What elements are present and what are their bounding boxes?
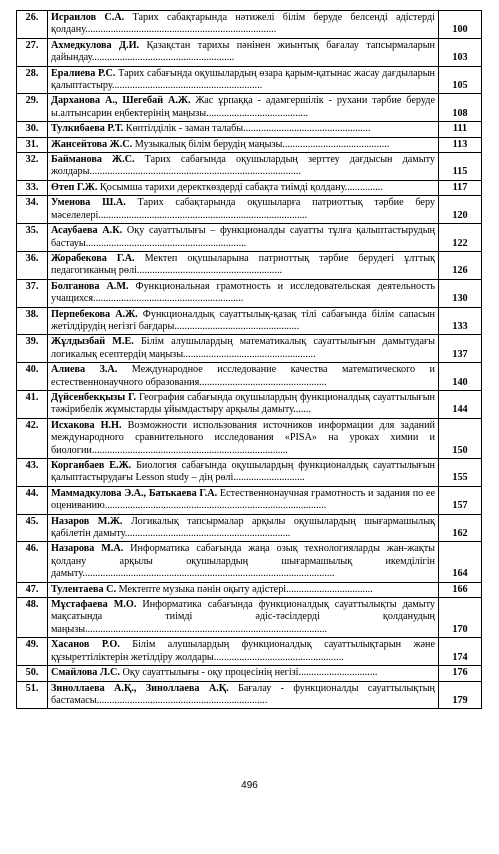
entry-title: Функциональная грамотность и исследовательская деятельность учащихся bbox=[51, 280, 435, 305]
entry-page: 117 bbox=[439, 180, 482, 195]
entry-leader-dots: .................................................. bbox=[199, 376, 327, 388]
entry-author: Перпебекова А.Ж. bbox=[51, 308, 138, 320]
entry-number: 35. bbox=[17, 224, 48, 252]
entry-number: 29. bbox=[17, 94, 48, 122]
entry-text bbox=[48, 307, 439, 335]
contents-row bbox=[17, 459, 482, 487]
contents-row bbox=[17, 514, 482, 542]
entry-title: Мектепте музыка пәнін оқыту әдістері bbox=[118, 583, 287, 595]
entry-number: 31. bbox=[17, 137, 48, 152]
entry-title: Оқу сауаттылығы – функционалды сауатты тұлға қалыптастырудың бастауы bbox=[51, 225, 435, 249]
entry-leader-dots: .................................. bbox=[286, 583, 373, 595]
entry-page: 144 bbox=[439, 390, 482, 418]
contents-row bbox=[17, 94, 482, 122]
entry-author: Жансейтова Ж.С. bbox=[51, 138, 133, 150]
entry-leader-dots: ........................................ bbox=[206, 107, 309, 119]
contents-row bbox=[17, 279, 482, 307]
entry-leader-dots: ........................................................... bbox=[111, 80, 263, 92]
entry-text bbox=[48, 390, 439, 418]
entry-author: Корганбаев Е.Ж. bbox=[51, 460, 132, 471]
entry-number: 32. bbox=[17, 153, 48, 181]
contents-row bbox=[17, 153, 482, 181]
entry-number: 30. bbox=[17, 122, 48, 137]
contents-row bbox=[17, 598, 482, 638]
contents-row bbox=[17, 180, 482, 195]
entry-text bbox=[48, 153, 439, 181]
entry-title: Возможности использования источников информации для заданий международного сравнительного исследования «PISA» на уроках химии и биологии bbox=[51, 419, 436, 456]
entry-leader-dots: ........................................................................... bbox=[85, 24, 277, 36]
entry-text bbox=[48, 122, 439, 137]
entry-author: Исраилов С.А. bbox=[51, 12, 125, 23]
contents-row bbox=[17, 666, 482, 681]
entry-title: Тарих сабағында оқушылардың зерттеу дағдысын дамыту жолдары bbox=[51, 154, 435, 178]
contents-row bbox=[17, 335, 482, 363]
entry-author: Ералиева Р.С. bbox=[51, 67, 116, 79]
entry-text bbox=[48, 66, 439, 94]
entry-page: 103 bbox=[439, 38, 482, 66]
entry-number: 46. bbox=[17, 542, 48, 582]
contents-row bbox=[17, 638, 482, 666]
contents-row bbox=[17, 137, 482, 152]
entry-leader-dots: ............................ bbox=[233, 472, 305, 484]
contents-row bbox=[17, 122, 482, 137]
entry-leader-dots: ............................... bbox=[298, 667, 378, 679]
contents-row bbox=[17, 11, 482, 39]
contents-row bbox=[17, 542, 482, 582]
entry-text bbox=[48, 681, 439, 709]
entry-number: 41. bbox=[17, 390, 48, 418]
contents-row bbox=[17, 681, 482, 709]
entry-author: Ахмедкулова Д.И. bbox=[51, 39, 140, 51]
entry-leader-dots: ................................................................... bbox=[96, 694, 268, 706]
entry-author: Тулентаева С. bbox=[51, 583, 117, 595]
contents-row bbox=[17, 66, 482, 94]
entry-leader-dots: ........................................................ bbox=[91, 52, 235, 64]
entry-leader-dots: .................................................. bbox=[243, 123, 371, 135]
entry-author: Хасанов Р.О. bbox=[51, 639, 120, 651]
contents-table bbox=[16, 10, 482, 709]
entry-page: 126 bbox=[439, 251, 482, 279]
entry-leader-dots: ............................................................................. bbox=[91, 444, 288, 456]
entry-page: 133 bbox=[439, 307, 482, 335]
entry-number: 44. bbox=[17, 486, 48, 514]
entry-author: Дарханова А., Шегебай А.Ж. bbox=[51, 95, 191, 107]
entry-text bbox=[48, 94, 439, 122]
entry-title: Бағалау - функционалды сауаттылықтың бастамасы bbox=[51, 682, 435, 706]
entry-leader-dots: ......................................................... bbox=[136, 265, 283, 277]
entry-leader-dots: ....... bbox=[293, 404, 312, 416]
contents-row bbox=[17, 307, 482, 335]
entry-leader-dots: ............................................................... bbox=[85, 237, 247, 249]
entry-number: 51. bbox=[17, 681, 48, 709]
contents-row bbox=[17, 390, 482, 418]
entry-title: Международное исследование качества математического и естественнонаучного образования bbox=[51, 364, 436, 388]
entry-page: 115 bbox=[439, 153, 482, 181]
entry-page: 164 bbox=[439, 542, 482, 582]
entry-leader-dots: ................................................... bbox=[213, 651, 344, 663]
entry-text bbox=[48, 582, 439, 597]
entry-text bbox=[48, 224, 439, 252]
contents-row bbox=[17, 251, 482, 279]
entry-page: 157 bbox=[439, 486, 482, 514]
entry-text bbox=[48, 418, 439, 458]
entry-title: Тарих сабағында оқушылардың өзара қарым-қатынас жасау дағдыларын қалыптастыру bbox=[51, 67, 435, 92]
entry-page: 174 bbox=[439, 638, 482, 666]
entry-leader-dots: ....................................................................................... bbox=[104, 500, 327, 512]
entry-text bbox=[48, 514, 439, 542]
entry-title: Тарих сабақтарында нәтижелі білім беруде белсенді әдістерді қолдану bbox=[51, 12, 435, 36]
entry-text bbox=[48, 666, 439, 681]
entry-page: 122 bbox=[439, 224, 482, 252]
entry-title: Білім алушылардың функционалдық сауаттылықтарын және құзыреттіліктерін жетілдіру жолдары bbox=[51, 639, 436, 663]
entry-author: Алиева З.А. bbox=[51, 364, 118, 376]
entry-text bbox=[48, 251, 439, 279]
entry-author: Зиноллаева А.Қ., Зиноллаева А.Қ. bbox=[51, 682, 229, 694]
entry-text bbox=[48, 38, 439, 66]
entry-page: 111 bbox=[439, 122, 482, 137]
entry-text bbox=[48, 180, 439, 195]
entry-title: Информатика сабағында функционалдық сауаттылықты дамыту мақсатында тиімді әдіс-тәсілдерді қолданудың маңызы bbox=[51, 599, 436, 635]
page-number: 496 bbox=[241, 780, 258, 791]
entry-author: Назарова М.А. bbox=[51, 543, 124, 555]
entry-number: 49. bbox=[17, 638, 48, 666]
entry-number: 39. bbox=[17, 335, 48, 363]
entry-author: Жорабекова Г.А. bbox=[51, 252, 135, 264]
entry-author: Тулкибаева Р.Т. bbox=[51, 123, 124, 135]
entry-title: Естественнонаучная грамотность и задания по ее оцениванию bbox=[51, 487, 435, 512]
entry-number: 50. bbox=[17, 666, 48, 681]
entry-text bbox=[48, 11, 439, 39]
entry-text bbox=[48, 196, 439, 224]
entry-text bbox=[48, 638, 439, 666]
entry-number: 47. bbox=[17, 582, 48, 597]
entry-number: 37. bbox=[17, 279, 48, 307]
contents-row bbox=[17, 418, 482, 458]
entry-page: 179 bbox=[439, 681, 482, 709]
entry-number: 27. bbox=[17, 38, 48, 66]
contents-row bbox=[17, 582, 482, 597]
entry-page: 108 bbox=[439, 94, 482, 122]
entry-page: 130 bbox=[439, 279, 482, 307]
entry-title: Жас ұрпаққа - адамгершілік - рухани тәрбие беруде ы.алтынсарин еңбектерінің маңызы bbox=[51, 95, 435, 119]
entry-number: 48. bbox=[17, 598, 48, 638]
entry-text bbox=[48, 137, 439, 152]
entry-author: Дүйсенбекқызы Г. bbox=[51, 391, 137, 403]
entry-text bbox=[48, 335, 439, 363]
entry-number: 42. bbox=[17, 418, 48, 458]
entry-author: Болганова А.М. bbox=[51, 280, 129, 292]
contents-row bbox=[17, 224, 482, 252]
entry-leader-dots: ........................................................... bbox=[93, 293, 244, 305]
entry-title: Музыкалық білім берудің маңызы bbox=[134, 138, 283, 150]
entry-number: 38. bbox=[17, 307, 48, 335]
contents-row bbox=[17, 38, 482, 66]
entry-page: 170 bbox=[439, 598, 482, 638]
entry-leader-dots: .................................................................................. bbox=[98, 209, 308, 221]
entry-number: 36. bbox=[17, 251, 48, 279]
entry-author: Байманова Ж.С. bbox=[51, 154, 135, 166]
contents-row bbox=[17, 363, 482, 391]
entry-page: 137 bbox=[439, 335, 482, 363]
entry-author: Уменова Ш.А. bbox=[51, 197, 126, 209]
entry-leader-dots: ................................................................................................... bbox=[82, 568, 335, 580]
entry-text bbox=[48, 598, 439, 638]
entry-leader-dots: ............... bbox=[344, 181, 383, 193]
entry-title: Көптілділік - заман талабы bbox=[125, 123, 244, 135]
entry-leader-dots: ................................................................................... bbox=[89, 166, 301, 178]
entry-text bbox=[48, 363, 439, 391]
contents-table-body bbox=[17, 11, 482, 709]
entry-page: 162 bbox=[439, 514, 482, 542]
entry-title: Логикалық тапсырмалар арқылы оқушылардың шығармашылық қабілетін дамыту bbox=[51, 515, 436, 540]
entry-text bbox=[48, 279, 439, 307]
entry-title: Функционалдық сауаттылық-қазақ тілі сабағында білім сапасын жетілдірудің негізгі бағдары bbox=[51, 308, 436, 332]
entry-page: 155 bbox=[439, 459, 482, 487]
entry-author: Асаубаева А.К. bbox=[51, 225, 123, 237]
entry-author: Исхакова Н.Н. bbox=[51, 419, 122, 431]
entry-number: 43. bbox=[17, 459, 48, 487]
entry-title: Информатика сабағында жаңа озық технологияларды жан-жақты қолдану арқылы оқушылардың шығармашылық икемділігін дамыту bbox=[51, 543, 436, 580]
entry-page: 140 bbox=[439, 363, 482, 391]
entry-text bbox=[48, 459, 439, 487]
entry-title: Тарих сабақтарында оқушыларға патриоттық тәрбие беру мәселелері bbox=[51, 197, 435, 221]
entry-leader-dots: ................................................. bbox=[174, 320, 300, 332]
entry-page: 120 bbox=[439, 196, 482, 224]
contents-row bbox=[17, 486, 482, 514]
entry-leader-dots: ............................................................................................... bbox=[85, 623, 328, 635]
entry-author: Мұстафаева М.О. bbox=[51, 599, 137, 611]
entry-leader-dots: .................................................... bbox=[183, 348, 316, 360]
entry-leader-dots: ................................................................. bbox=[124, 528, 291, 540]
entry-author: Смайлова Л.С. bbox=[51, 667, 120, 679]
entry-leader-dots: .......................................... bbox=[282, 138, 390, 150]
entry-number: 26. bbox=[17, 11, 48, 39]
entry-page: 176 bbox=[439, 666, 482, 681]
entry-number: 34. bbox=[17, 196, 48, 224]
contents-row bbox=[17, 196, 482, 224]
entry-title: География сабағында оқушылардың функционалдық сауаттылығын тәжірибелік жұмыстарды ұйымдастыру арқылы дамыту bbox=[51, 391, 435, 416]
entry-number: 33. bbox=[17, 180, 48, 195]
entry-title: Білім алушылардың математикалық сауаттылығын дамытудағы логикалық есептердің маңызы bbox=[51, 336, 435, 360]
entry-title: Қосымша тарихи деректкөздерді сабақта тиімді қолдану bbox=[99, 181, 345, 193]
entry-author: Өтеп Г.Ж. bbox=[51, 181, 98, 193]
entry-number: 45. bbox=[17, 514, 48, 542]
entry-author: Жұлдызбай М.Е. bbox=[51, 336, 134, 348]
entry-number: 40. bbox=[17, 363, 48, 391]
entry-author: Маммадкулова Э.А., Батькаева Г.А. bbox=[51, 487, 218, 499]
entry-page: 166 bbox=[439, 582, 482, 597]
entry-text bbox=[48, 486, 439, 514]
entry-title: Қазақстан тарихы пәнінен жиынтық бағалау тапсырмаларын дайындау bbox=[51, 39, 435, 64]
entry-title: Биология сабағында оқушылардың функционалдық сауаттылығын қалыптастырудағы Lesson study – дің рөлі bbox=[51, 460, 436, 484]
entry-page: 100 bbox=[439, 11, 482, 39]
entry-page: 105 bbox=[439, 66, 482, 94]
entry-title: Мектеп оқушыларына патриоттық тәрбие берудегі ұлттық педагогиканың рөлі bbox=[51, 252, 435, 277]
entry-title: Оқу сауаттылығы - оқу процесінің негізі bbox=[122, 667, 299, 679]
entry-text bbox=[48, 542, 439, 582]
entry-author: Назаров М.Ж. bbox=[51, 515, 123, 527]
entry-page: 113 bbox=[439, 137, 482, 152]
entry-number: 28. bbox=[17, 66, 48, 94]
entry-page: 150 bbox=[439, 418, 482, 458]
